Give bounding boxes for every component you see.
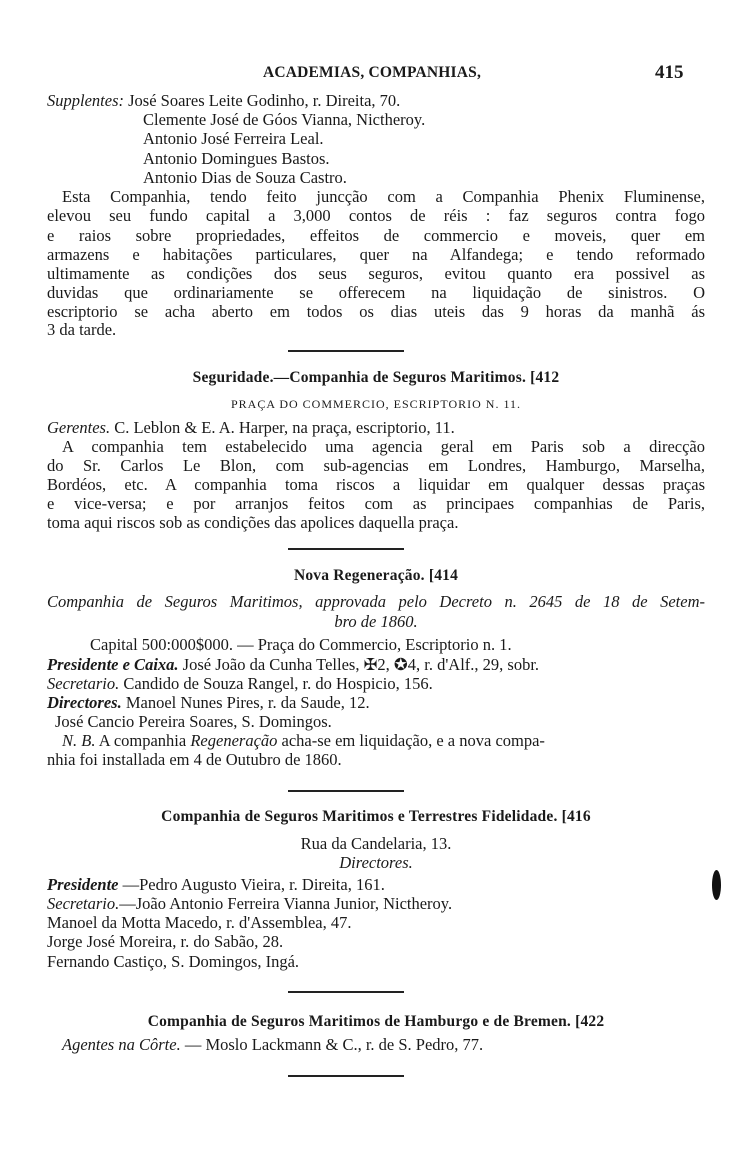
section-address: Rua da Candelaria, 13. [300, 834, 452, 853]
secretario-line [47, 894, 705, 914]
nb-text: A companhia [98, 731, 187, 750]
directores-line [47, 693, 705, 713]
agentes-label: Agentes na Côrte. [62, 1035, 181, 1054]
section-divider [288, 1075, 404, 1077]
agentes-line [62, 1035, 720, 1055]
page-number: 415 [655, 62, 684, 83]
supplente: Clemente José de Góos Vianna, Nictheroy. [143, 110, 426, 129]
capital-line: Capital 500:000$000. — Praça do Commercio, Escriptorio n. 1. [90, 635, 512, 654]
paragraph-line: e vice-versa; e por arranjos feitos com as principaes companhias de Paris, [47, 494, 705, 513]
section-divider [288, 991, 404, 993]
paragraph-line: duvidas que ordinariamente se offerecem na liquidação de sinistros. O [47, 283, 705, 302]
supplente: José Soares Leite Godinho, r. Direita, 70. [128, 91, 401, 110]
director-line: Jorge José Moreira, r. do Sabão, 28. [47, 932, 284, 951]
nb-line: nhia foi installada em 4 de Outubro de 1860. [47, 750, 342, 769]
nb-company-name: Regeneração [190, 731, 278, 750]
margin-ink-mark [712, 870, 721, 900]
paragraph-line: do Sr. Carlos Le Blon, com sub-agencias em Londres, Hamburgo, Marselha, [47, 456, 705, 475]
presidente-line [47, 655, 705, 675]
section-heading: Seguridade.—Companhia de Seguros Maritimos. [412 [192, 369, 560, 386]
supplentes-line [47, 91, 705, 111]
secretario-line [47, 674, 705, 694]
directores-value: Manoel Nunes Pires, r. da Saude, 12. [125, 693, 370, 712]
section-divider [288, 548, 404, 550]
paragraph-line: toma aqui riscos sob as condições das apolices daquella praça. [47, 513, 459, 532]
subtitle-line: bro de 1860. [334, 612, 418, 631]
paragraph-line: Esta Companhia, tendo feito juncção com a Companhia Phenix Fluminense, [62, 187, 705, 206]
running-header-title: ACADEMIAS, COMPANHIAS, [262, 64, 482, 81]
paragraph-line: 3 da tarde. [47, 320, 117, 339]
supplentes-label: Supplentes: [47, 91, 124, 110]
paragraph-line: escriptorio se acha aberto em todos os dias uteis das 9 horas da manhã ás [47, 302, 705, 321]
paragraph-line: e raios sobre propriedades, effeitos de commercio e moveis, quer em [47, 226, 705, 245]
nb-label: N. B. [62, 731, 96, 750]
paragraph-line: A companhia tem estabelecido uma agencia geral em Paris sob a direcção [62, 437, 705, 456]
nb-line [62, 731, 720, 751]
paragraph-line: ultimamente as condições dos seus seguros, evitou quanto era possivel as [47, 264, 705, 283]
supplente: Antonio Domingues Bastos. [143, 149, 330, 168]
presidente-label: Presidente [47, 875, 119, 894]
directores-title: Directores. [339, 853, 413, 872]
gerentes-value: C. Leblon & E. A. Harper, na praça, escriptorio, 11. [114, 418, 455, 437]
presidente-value: José João da Cunha Telles, ✠2, ✪4, r. d'Alf., 29, sobr. [182, 655, 540, 674]
section-divider [288, 790, 404, 792]
nb-text: acha-se em liquidação, e a nova compa- [281, 731, 545, 750]
director-line: Manoel da Motta Macedo, r. d'Assemblea, 47. [47, 913, 352, 932]
supplente: Antonio Dias de Souza Castro. [143, 168, 347, 187]
section-heading: Nova Regeneração. [414 [293, 567, 459, 584]
supplente: Antonio José Ferreira Leal. [143, 129, 324, 148]
presidente-value: —Pedro Augusto Vieira, r. Direita, 161. [122, 875, 385, 894]
director-line: Fernando Castiço, S. Domingos, Ingá. [47, 952, 300, 971]
secretario-value: Candido de Souza Rangel, r. do Hospicio, 156. [123, 674, 433, 693]
presidente-line [47, 875, 705, 895]
section-address: PRAÇA DO COMMERCIO, ESCRIPTORIO N. 11. [230, 397, 522, 411]
agentes-value: — Moslo Lackmann & C., r. de S. Pedro, 77. [184, 1035, 484, 1054]
paragraph-line: elevou seu fundo capital a 3,000 contos de réis : faz seguros contra fogo [47, 206, 705, 225]
gerentes-line [47, 418, 705, 438]
section-heading: Companhia de Seguros Maritimos de Hamburgo e de Bremen. [422 [147, 1013, 605, 1030]
secretario-value: —João Antonio Ferreira Vianna Junior, Nictheroy. [119, 894, 453, 913]
director-line: José Cancio Pereira Soares, S. Domingos. [55, 712, 332, 731]
subtitle-line: Companhia de Seguros Maritimos, approvada pelo Decreto n. 2645 de 18 de Setem- [47, 592, 705, 611]
paragraph-line: armazens e habitações particulares, quer na Alfandega; e tendo reformado [47, 245, 705, 264]
section-heading: Companhia de Seguros Maritimos e Terrestres Fidelidade. [416 [161, 808, 591, 825]
directores-label: Directores. [47, 693, 122, 712]
gerentes-label: Gerentes. [47, 418, 111, 437]
paragraph-line: Bordéos, etc. A companhia toma riscos a liquidar em qualquer dessas praças [47, 475, 705, 494]
secretario-label: Secretario. [47, 674, 120, 693]
presidente-label: Presidente e Caixa. [47, 655, 179, 674]
secretario-label: Secretario. [47, 894, 120, 913]
section-divider [288, 350, 404, 352]
